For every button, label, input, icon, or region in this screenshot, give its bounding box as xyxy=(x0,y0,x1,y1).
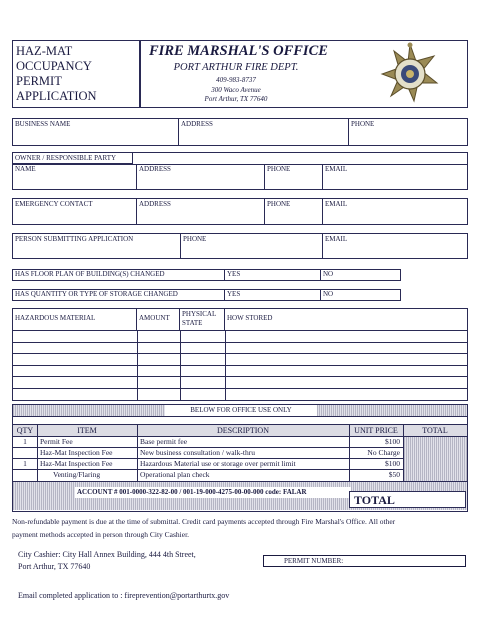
col-qty: QTY xyxy=(16,426,34,435)
business-phone-field[interactable]: PHONE xyxy=(351,120,375,128)
table-row xyxy=(13,437,467,448)
col-unit-price: UNIT PRICE xyxy=(354,426,398,435)
fee-item: Venting/Flaring xyxy=(53,470,101,479)
total-column-shade xyxy=(404,437,467,481)
fee-unit-price: $100 xyxy=(385,459,400,468)
col-physical-state: PHYSICAL STATE xyxy=(180,309,225,331)
fee-table xyxy=(12,417,468,512)
fee-qty: 1 xyxy=(23,437,27,446)
emergency-section xyxy=(12,198,468,225)
fee-unit-price: No Charge xyxy=(367,448,400,457)
fee-item: Permit Fee xyxy=(40,437,73,446)
business-name-field[interactable]: BUSINESS NAME xyxy=(13,119,179,145)
form-title-box xyxy=(12,40,140,108)
owner-email-field[interactable]: EMAIL xyxy=(325,165,348,173)
permit-number-field[interactable] xyxy=(263,555,466,567)
table-row[interactable] xyxy=(13,377,467,389)
col-how-stored: HOW STORED xyxy=(225,309,467,331)
owner-address-field[interactable]: ADDRESS xyxy=(137,164,265,189)
form-title: HAZ-MAT OCCUPANCY PERMIT APPLICATION xyxy=(16,44,97,103)
account-number: ACCOUNT # 001-0000-322-82-00 / 001-19-000-4275-00-00-000 code: FALAR xyxy=(75,487,351,498)
submitter-email-field[interactable]: EMAIL xyxy=(325,235,348,243)
submitter-section xyxy=(12,233,468,259)
dept-name: PORT ARTHUR FIRE DEPT. xyxy=(173,62,299,73)
storage-no-option[interactable]: NO xyxy=(323,290,334,298)
hazmat-table xyxy=(12,308,468,401)
emergency-contact-field[interactable]: EMERGENCY CONTACT xyxy=(13,199,137,224)
table-row[interactable] xyxy=(13,331,467,343)
owner-phone-field[interactable]: PHONE xyxy=(265,164,323,189)
emergency-address-field[interactable]: ADDRESS xyxy=(137,199,265,224)
col-hazardous-material: HAZARDOUS MATERIAL xyxy=(13,309,137,331)
office-use-label: BELOW FOR OFFICE USE ONLY xyxy=(165,405,317,416)
owner-heading: OWNER / RESPONSIBLE PARTY xyxy=(13,153,133,164)
table-row xyxy=(13,459,467,470)
owner-section xyxy=(12,152,468,190)
business-address-field[interactable]: ADDRESS xyxy=(179,119,349,145)
office-title: FIRE MARSHAL'S OFFICE xyxy=(149,43,328,59)
floorplan-question: HAS FLOOR PLAN OF BUILDING(S) CHANGED xyxy=(13,269,225,281)
fee-description: New business consultation / walk-thru xyxy=(140,448,255,457)
office-phone: 409-983-8737 xyxy=(216,76,256,84)
business-section xyxy=(12,118,468,146)
col-item: ITEM xyxy=(77,426,97,435)
permit-number-label: PERMIT NUMBER: xyxy=(284,557,344,565)
fee-description: Hazardous Material use or storage over permit limit xyxy=(140,459,296,468)
floorplan-yes-option[interactable]: YES xyxy=(225,269,321,281)
payment-note: Non-refundable payment is due at the time of submittal. Credit card payments accepted through Fire Marshal's Office. All other payment methods accepted in person through City Cashier. xyxy=(12,517,396,539)
emergency-phone-field[interactable]: PHONE xyxy=(265,199,323,224)
fee-rows xyxy=(13,437,467,481)
table-row xyxy=(13,448,467,459)
office-address-2: Port Arthur, TX 77640 xyxy=(204,95,268,103)
floorplan-no-option[interactable]: NO xyxy=(323,270,334,278)
fee-item: Haz-Mat Inspection Fee xyxy=(40,459,113,468)
table-row[interactable] xyxy=(13,354,467,366)
fee-qty: 1 xyxy=(23,459,27,468)
col-amount: AMOUNT xyxy=(137,309,180,331)
fire-marshal-badge-icon xyxy=(377,41,443,107)
floorplan-row xyxy=(12,269,401,281)
storage-row xyxy=(12,289,401,301)
storage-yes-option[interactable]: YES xyxy=(225,289,321,301)
submitter-phone-field[interactable]: PHONE xyxy=(181,234,323,258)
table-row[interactable] xyxy=(13,366,467,378)
col-total: TOTAL xyxy=(422,426,448,435)
office-address-1: 300 Waco Avenue xyxy=(211,86,261,94)
owner-name-field[interactable]: NAME xyxy=(13,164,137,189)
col-description: DESCRIPTION xyxy=(216,426,269,435)
fee-unit-price: $100 xyxy=(385,437,400,446)
table-row[interactable] xyxy=(13,343,467,355)
total-box[interactable] xyxy=(349,491,466,508)
hazmat-rows xyxy=(13,331,467,400)
submitter-name-field[interactable]: PERSON SUBMITTING APPLICATION xyxy=(13,234,181,258)
email-note: Email completed application to : fireprevention@portarthurtx.gov xyxy=(18,591,230,600)
fee-description: Operational plan check xyxy=(140,470,210,479)
table-row xyxy=(13,470,467,481)
table-row[interactable] xyxy=(13,389,467,401)
total-label: TOTAL xyxy=(354,493,395,507)
fee-item: Haz-Mat Inspection Fee xyxy=(40,448,113,457)
fee-unit-price: $50 xyxy=(388,470,400,479)
emergency-email-field[interactable]: EMAIL xyxy=(325,200,348,208)
office-use-banner xyxy=(12,404,468,417)
storage-question: HAS QUANTITY OR TYPE OF STORAGE CHANGED xyxy=(13,289,225,301)
cashier-address: City Cashier: City Hall Annex Building, 444 4th Street, Port Arthur, TX 77640 xyxy=(18,550,196,571)
header-box xyxy=(140,40,468,108)
fee-description: Base permit fee xyxy=(140,437,188,446)
